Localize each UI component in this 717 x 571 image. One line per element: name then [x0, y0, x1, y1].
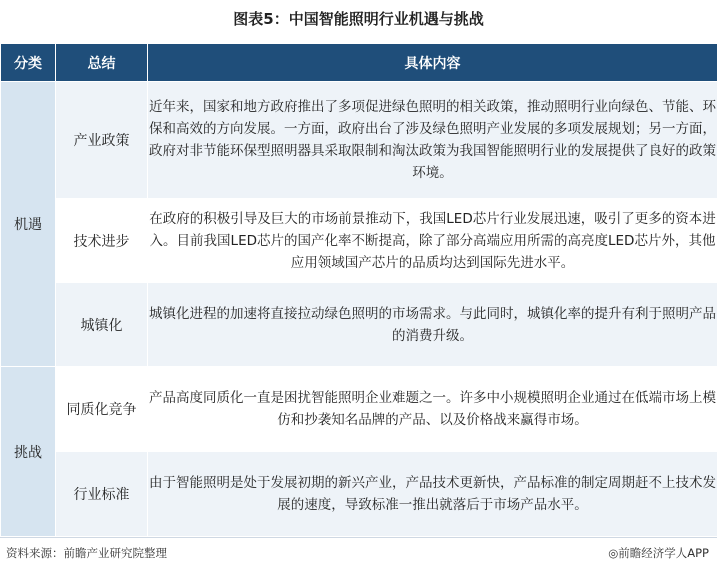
opportunities-challenges-table: [0, 43, 717, 537]
table-row: [1, 82, 717, 199]
footer-divider: [0, 537, 717, 538]
content-cell: 城镇化进程的加速将直接拉动绿色照明的市场需求。与此同时，城镇化率的提升有利于照明产品的消费升级。: [148, 283, 717, 367]
content-cell: 产品高度同质化一直是困扰智能照明企业难题之一。许多中小规模照明企业通过在低端市场上模仿和抄袭知名品牌的产品、以及价格战来赢得市场。: [148, 367, 717, 452]
content-cell: 近年来，国家和地方政府推出了多项促进绿色照明的相关政策，推动照明行业向绿色、节能、环保和高效的方向发展。一方面，政府出台了涉及绿色照明产业发展的多项发展规划；另一方面，政府对非节能环保型照明器具采取限制和淘汰政策为我国智能照明行业的发展提供了良好的政策环境。: [148, 82, 717, 199]
header-summary: 总结: [56, 44, 148, 82]
category-challenge: 挑战: [1, 367, 56, 537]
header-category: 分类: [1, 44, 56, 82]
table-row: [1, 199, 717, 283]
table-header-row: [1, 44, 717, 82]
source-note: 资料来源：前瞻产业研究院整理: [6, 546, 167, 560]
summary-cell: 同质化竞争: [56, 367, 148, 452]
content-cell: 在政府的积极引导及巨大的市场前景推动下，我国LED芯片行业发展迅速，吸引了更多的资本进入。目前我国LED芯片的国产化率不断提高，除了部分高端应用所需的高亮度LED芯片外，其他应用领域国产芯片的品质均达到国际先进水平。: [148, 199, 717, 283]
header-content: 具体内容: [148, 44, 717, 82]
figure-title: 图表5：中国智能照明行业机遇与挑战: [233, 10, 484, 28]
table-row: [1, 283, 717, 367]
summary-cell: 城镇化: [56, 283, 148, 367]
summary-cell: 行业标准: [56, 452, 148, 537]
summary-cell: 技术进步: [56, 199, 148, 283]
summary-cell: 产业政策: [56, 82, 148, 199]
table-row: [1, 367, 717, 452]
table-row: [1, 452, 717, 537]
brand-credit: ◎前瞻经济学人APP: [608, 546, 709, 560]
content-cell: 由于智能照明是处于发展初期的新兴产业，产品技术更新快，产品标准的制定周期赶不上技术发展的速度，导致标准一推出就落后于市场产品水平。: [148, 452, 717, 537]
category-opportunity: 机遇: [1, 82, 56, 367]
